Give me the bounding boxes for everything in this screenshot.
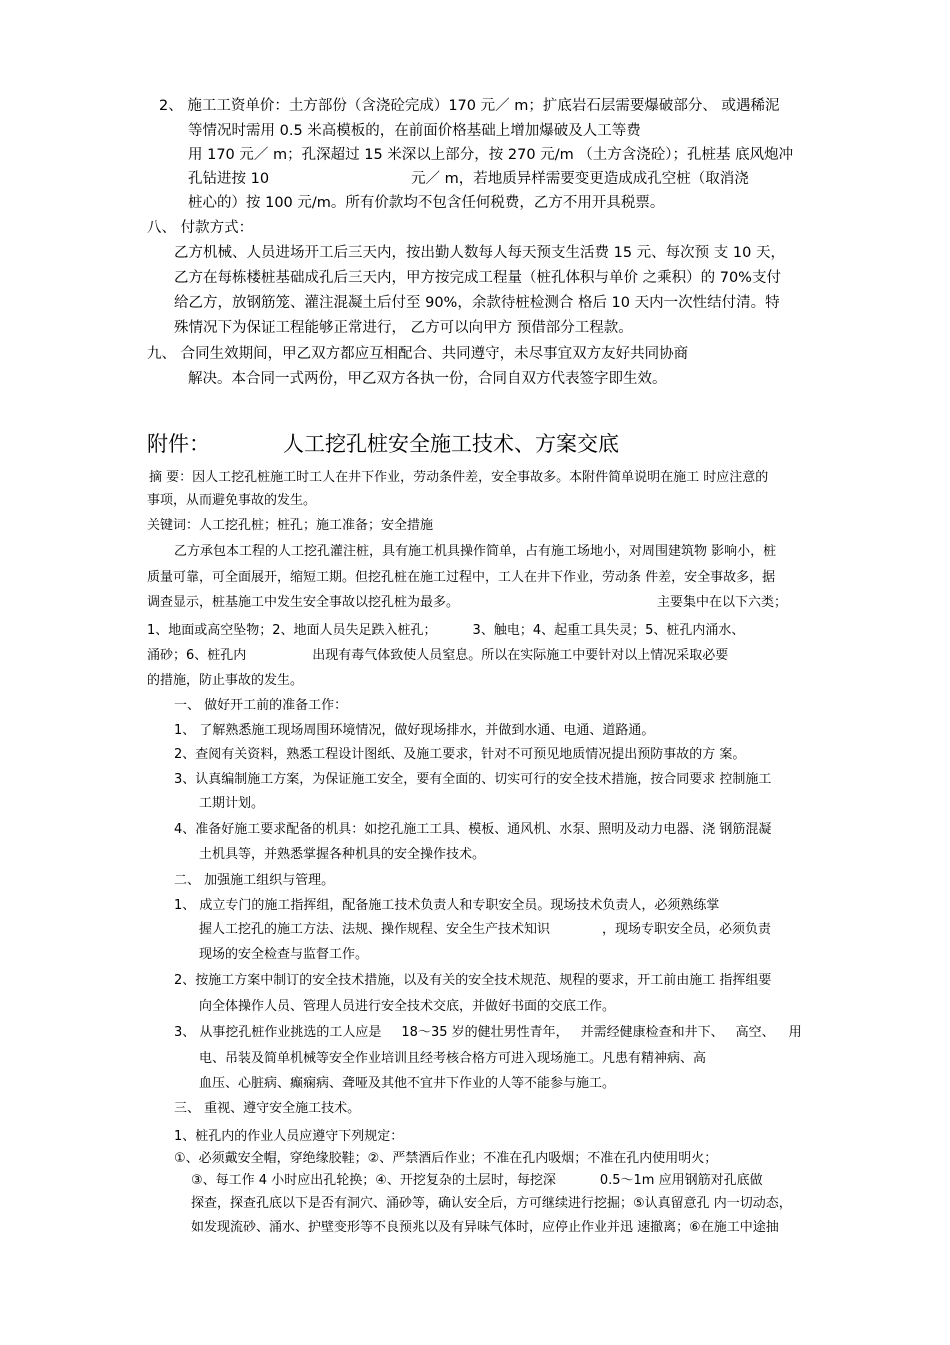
org-item-3-line-3: 血压、心脏病、癫痫病、聋哑及其他不宜井下作业的人等不能参与施工。 [199,1076,616,1091]
org-item-3-line-1 [174,1026,802,1041]
wage-clause-line-1: 2、 施工工资单价：土方部份（含浇砼完成）170 元／ m；扩底岩石层需要爆破部分、 或遇稀泥 [159,98,780,114]
org-item-1-line-1: 1、 成立专门的施工指挥组，配备施工技术负责人和专职安全员。现场技术负责人，必须熟练掌 [174,898,720,913]
text-segment: 0.5～1m 应用钢筋对孔底做 [599,1173,763,1188]
text-segment: 主要集中在以下六类； [657,595,788,610]
text-segment: 高空、 [735,1025,775,1040]
abstract-line-2: 事项，从而避免事故的发生。 [147,493,317,508]
intro-line-2: 质量可靠，可全面展开，缩短工期。但挖孔桩在施工过程中，工人在井下作业，劳动条 件差，安全事故多，据 [147,570,776,585]
hazard-list-line-2 [147,649,728,664]
section-heading-validity: 九、 合同生效期间，甲乙双方都应互相配合、共同遵守，未尽事宜双方友好共同协商 [147,346,689,362]
prep-item-4-line-1: 4、准备好施工要求配备的机具：如挖孔施工工具、模板、通风机、水泵、照明及动力电器、浇 钢筋混凝 [174,822,772,837]
prep-item-2: 2、查阅有关资料，熟悉工程设计图纸、及施工要求，针对不可预见地质情况提出预防事故的方 案。 [174,747,746,762]
section-two-heading: 二、 加强施工组织与管理。 [174,873,335,888]
rules-heading: 1、桩孔内的作业人员应遵守下列规定： [174,1129,404,1144]
hazard-list-line-3: 的措施，防止事故的发生。 [147,673,304,688]
text-segment: 并需经健康检查和井下、 [580,1025,724,1040]
rules-line-1: ①、必须戴安全帽，穿绝缘胶鞋；②、严禁酒后作业；不准在孔内吸烟；不准在孔内使用明火； [174,1151,718,1166]
text-segment: 1、地面或高空坠物；2、地面人员失足跌入桩孔； [147,623,437,638]
abstract-line-1: 摘 要：因人工挖孔桩施工时工人在井下作业，劳动条件差，安全事故多。本附件简单说明在施工 时应注意的 [149,470,769,485]
attachment-title: 人工挖孔桩安全施工技术、方案交底 [283,432,619,456]
text-segment: ③、每工作 4 小时应出孔轮换；④、开挖复杂的土层时，每挖深 [191,1173,556,1188]
payment-line-2: 乙方在每栋楼桩基础成孔后三天内，甲方按完成工程量（桩孔体积与单价 之乘积）的 70%支付 [174,270,781,286]
wage-clause-line-3: 用 170 元／ m；孔深超过 15 米深以上部分，按 270 元/m （土方含浇砼）；孔桩基 底风炮冲 [188,147,794,163]
rules-line-3: 探查，探查孔底以下是否有洞穴、涌砂等，确认安全后，方可继续进行挖掘；⑤认真留意孔 内一切动态， [191,1196,792,1211]
payment-line-3: 给乙方，放钢筋笼、灌注混凝土后付至 90%，余款待桩检测合 格后 10 天内一次性结付清。特 [174,295,780,311]
rules-line-4: 如发现流砂、涌水、护壁变形等不良预兆以及有异味气体时，应停止作业并迅 速撤离；⑥在施工中途抽 [191,1220,779,1235]
prep-item-3-line-2: 工期计划。 [199,796,265,811]
rules-line-2 [191,1174,763,1189]
payment-line-4: 殊情况下为保证工程能够正常进行， 乙方可以向甲方 预借部分工程款。 [174,320,633,336]
text-segment: 元／ m，若地质异样需要变更造成成孔空桩（取消浇 [411,171,749,187]
text-segment: 3、触电；4、起重工具失灵；5、桩孔内涌水、 [472,623,745,638]
attachment-label: 附件： [147,432,210,456]
validity-line-2: 解决。本合同一式两份，甲乙双方各执一份，合同自双方代表签字即生效。 [188,371,667,387]
text-segment: 18～35 岁的健壮男性青年， [401,1025,569,1040]
section-one-heading: 一、 做好开工前的准备工作： [174,698,348,713]
org-item-2-line-1: 2、按施工方案中制订的安全技术措施，以及有关的安全技术规范、规程的要求，开工前由施工 指挥组要 [174,973,772,988]
text-segment: 3、 从事挖孔桩作业挑选的工人应是 [174,1025,382,1040]
intro-line-1: 乙方承包本工程的人工挖孔灌注桩，具有施工机具操作简单，占有施工场地小，对周围建筑物 影响小，桩 [174,544,777,559]
payment-line-1: 乙方机械、人员进场开工后三天内，按出勤人数每人每天预支生活费 15 元、每次预 支 10 天， [174,245,785,261]
prep-item-3-line-1: 3、认真编制施工方案，为保证施工安全，要有全面的、切实可行的安全技术措施，按合同要求 控制施工 [174,772,772,787]
text-segment: 调查显示，桩基施工中发生安全事故以挖孔桩为最多。 [147,595,460,610]
prep-item-1: 1、 了解熟悉施工现场周围环境情况，做好现场排水，并做到水通、电通、道路通。 [174,723,655,738]
text-segment: 用 [788,1025,802,1040]
wage-clause-line-2: 等情况时需用 0.5 米高模板的，在前面价格基础上增加爆破及人工等费 [188,123,641,139]
intro-line-3 [147,596,787,611]
org-item-1-line-3: 现场的安全检查与监督工作。 [199,947,369,962]
keywords: 关键词：人工挖孔桩；桩孔；施工准备；安全措施 [147,518,434,533]
wage-clause-line-5: 桩心的）按 100 元/m。所有价款均不包含任何税费，乙方不用开具税票。 [188,195,665,211]
section-heading-payment: 八、 付款方式： [147,220,254,236]
text-segment: 出现有毒气体致使人员窒息。所以在实际施工中要针对以上情况采取必要 [312,648,729,663]
text-segment: 握人工挖孔的施工方法、法规、操作规程、安全生产技术知识 [199,922,551,937]
section-three-heading: 三、 重视、遵守安全施工技术。 [174,1101,361,1116]
prep-item-4-line-2: 土机具等，并熟悉掌握各种机具的安全操作技术。 [199,847,486,862]
text-segment: 涌砂；6、桩孔内 [147,648,247,663]
hazard-list-line-1 [147,624,744,639]
org-item-2-line-2: 向全体操作人员、管理人员进行安全技术交底，并做好书面的交底工作。 [199,999,616,1014]
wage-clause-line-4 [188,171,749,188]
text-segment: ，现场专职安全员，必须负责 [602,922,772,937]
org-item-3-line-2: 电、吊装及简单机械等安全作业培训且经考核合格方可进入现场施工。凡患有精神病、高 [199,1051,707,1066]
org-item-1-line-2 [199,923,771,938]
text-segment: 孔钻进按 10 [188,171,270,187]
